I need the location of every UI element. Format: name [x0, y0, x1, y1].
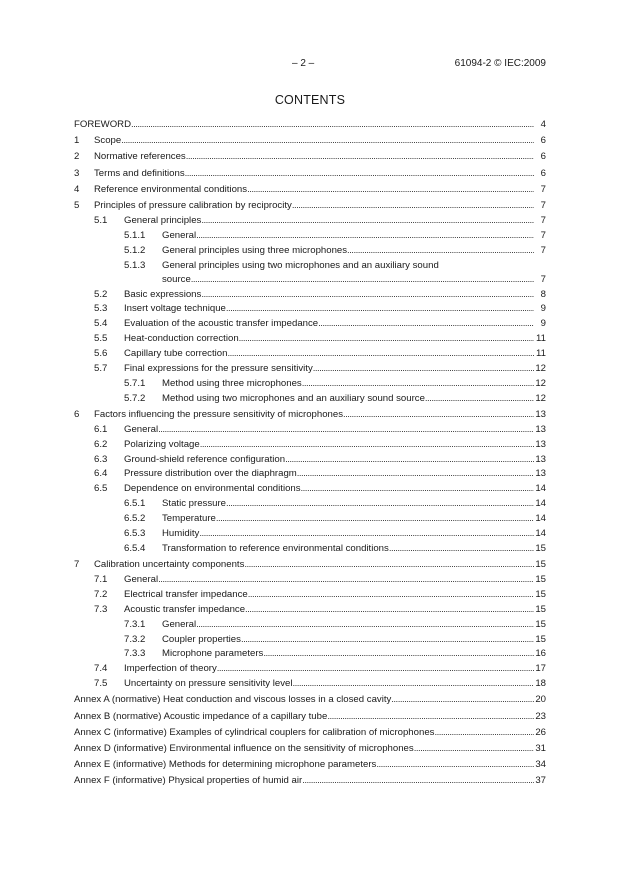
toc-entry-title: Scope: [94, 135, 122, 147]
toc-entry[interactable]: [74, 603, 546, 618]
toc-entry-title: Capillary tube correction: [124, 348, 228, 360]
dot-leader: [297, 467, 534, 482]
dot-leader: [292, 199, 534, 214]
toc-entry[interactable]: [74, 259, 546, 288]
toc-entry-number: 5: [74, 199, 80, 211]
toc-entry-number: 6.5.4: [124, 542, 146, 554]
toc-entry-number: 6.1: [94, 423, 108, 435]
toc-entry[interactable]: [74, 677, 546, 692]
toc-entry-title: Principles of pressure calibration by reciprocity: [94, 199, 292, 211]
toc-entry-page: 15: [535, 588, 546, 600]
dot-leader: [131, 118, 534, 133]
toc-entry-title: Reference environmental conditions: [94, 183, 248, 195]
toc-entry-page: 13: [535, 453, 546, 465]
dot-leader: [217, 662, 534, 677]
toc-entry-page: 14: [535, 483, 546, 495]
toc-entry-number: 7.3.3: [124, 648, 146, 660]
toc-entry-number: 6.5.3: [124, 528, 146, 540]
toc-entry-page: 37: [535, 775, 546, 787]
dot-leader: [200, 438, 534, 453]
toc-entry-number: 6.2: [94, 438, 108, 450]
dot-leader: [347, 244, 534, 259]
toc-entry-number: 2: [74, 151, 80, 163]
toc-entry-page: 15: [535, 542, 546, 554]
dot-leader: [185, 167, 534, 182]
toc-entry[interactable]: [74, 542, 546, 557]
toc-entry-page: 15: [535, 603, 546, 615]
toc-entry-title: Uncertainty on pressure sensitivity level: [124, 678, 293, 690]
toc-entry-title: Ground-shield reference configuration: [124, 453, 286, 465]
toc-entry-number: 4: [74, 183, 80, 195]
toc-entry-title: Method using two microphones and an auxiliary sound source: [162, 392, 425, 404]
toc-entry-page: 15: [535, 559, 546, 571]
toc-entry[interactable]: [74, 588, 546, 603]
page-number: – 2 –: [292, 58, 315, 69]
toc-entry-page: 6: [540, 167, 546, 179]
dot-leader: [227, 347, 534, 362]
toc-entry-page: 14: [535, 498, 546, 510]
dot-leader: [389, 542, 534, 557]
toc-entry[interactable]: [74, 199, 546, 214]
toc-entry[interactable]: [74, 288, 546, 303]
toc-entry-title: Acoustic transfer impedance: [124, 603, 246, 615]
toc-entry-number: 5.2: [94, 288, 108, 300]
toc-entry[interactable]: [74, 392, 546, 407]
toc-entry-title: Microphone parameters: [162, 648, 264, 660]
toc-entry-page: 15: [535, 633, 546, 645]
toc-entry-number: 5.1.1: [124, 229, 146, 241]
toc-entry-title: Temperature: [162, 513, 216, 525]
toc-entry-page: 12: [535, 377, 546, 389]
dot-leader: [244, 558, 534, 573]
dot-leader: [425, 392, 534, 407]
toc-entry-title: Annex A (normative) Heat conduction and viscous losses in a closed cavity: [74, 694, 392, 706]
dot-leader: [414, 742, 534, 757]
toc-entry-number: 7.1: [94, 574, 108, 586]
toc-entry-title: Electrical transfer impedance: [124, 588, 248, 600]
dot-leader: [191, 273, 534, 288]
toc-entry-page: 34: [535, 759, 546, 771]
toc-entry[interactable]: [74, 362, 546, 377]
toc-entry-title: Normative references: [94, 151, 186, 163]
dot-leader: [226, 302, 534, 317]
dot-leader: [199, 527, 534, 542]
toc-entry-page: 7: [540, 199, 546, 211]
dot-leader: [186, 150, 534, 165]
dot-leader: [327, 710, 534, 725]
table-of-contents: [74, 118, 546, 789]
toc-entry[interactable]: [74, 408, 546, 423]
toc-entry[interactable]: [74, 214, 546, 229]
toc-entry-title: Basic expressions: [124, 288, 202, 300]
toc-entry-title: Static pressure: [162, 498, 226, 510]
toc-entry-title: General: [124, 574, 159, 586]
toc-entry-title: Annex D (informative) Environmental influence on the sensitivity of microphones: [74, 743, 414, 754]
toc-entry-title: Pressure distribution over the diaphragm: [124, 468, 297, 480]
toc-entry-page: 11: [536, 348, 546, 360]
dot-leader: [201, 288, 534, 303]
toc-entry-title: Calibration uncertainty components: [94, 559, 245, 571]
toc-entry-page: 4: [540, 119, 546, 130]
toc-entry-title: General principles: [124, 214, 202, 226]
toc-entry[interactable]: [74, 347, 546, 362]
toc-entry-page: 6: [540, 135, 546, 147]
toc-entry-page: 14: [535, 528, 546, 540]
toc-entry-number: 1: [74, 135, 80, 147]
toc-entry-number: 6.3: [94, 453, 108, 465]
document-id: 61094-2 © IEC:2009: [454, 58, 546, 69]
toc-entry[interactable]: [74, 774, 546, 789]
toc-entry-number: 5.7.2: [124, 392, 146, 404]
toc-entry-page: 13: [535, 408, 546, 420]
toc-entry-title: Factors influencing the pressure sensitivity of microphones: [94, 408, 344, 420]
toc-entry-number: 7.3.2: [124, 633, 146, 645]
toc-entry-number: 6.5.1: [124, 498, 146, 510]
toc-entry-number: 7.3.1: [124, 618, 146, 630]
toc-entry[interactable]: [74, 167, 546, 182]
toc-entry[interactable]: [74, 662, 546, 677]
toc-entry-title: Insert voltage technique: [124, 303, 226, 315]
toc-entry-page: 12: [535, 392, 546, 404]
toc-entry[interactable]: [74, 633, 546, 648]
dot-leader: [239, 332, 534, 347]
dot-leader: [434, 726, 534, 741]
toc-entry-number: 5.1.2: [124, 244, 146, 256]
dot-leader: [158, 573, 534, 588]
toc-entry[interactable]: [74, 244, 546, 259]
toc-entry-page: 15: [535, 618, 546, 630]
toc-entry-number: 6: [74, 408, 80, 420]
toc-entry[interactable]: [74, 693, 546, 708]
toc-entry[interactable]: [74, 438, 546, 453]
toc-entry-title: Final expressions for the pressure sensitivity: [124, 362, 313, 374]
toc-entry-number: 6.5.2: [124, 513, 146, 525]
toc-entry-number: 7.3: [94, 603, 108, 615]
dot-leader: [302, 377, 534, 392]
toc-entry-page: 26: [535, 726, 546, 738]
toc-entry-title: Polarizing voltage: [124, 438, 200, 450]
toc-entry-page: 16: [535, 648, 546, 660]
toc-entry[interactable]: [74, 317, 546, 332]
toc-entry-number: 6.5: [94, 483, 108, 495]
toc-entry-title: Annex C (informative) Examples of cylindrical couplers for calibration of microphones: [74, 726, 435, 738]
toc-entry-number: 7.2: [94, 588, 108, 600]
toc-entry-page: 20: [535, 694, 546, 706]
toc-entry[interactable]: [74, 332, 546, 347]
contents-title: CONTENTS: [274, 93, 346, 107]
toc-entry-page: 15: [535, 574, 546, 586]
toc-entry-page: 6: [540, 151, 546, 163]
toc-entry-title: Evaluation of the acoustic transfer impedance: [124, 318, 319, 330]
toc-entry-page: 12: [535, 362, 546, 374]
toc-entry-title: Dependence on environmental conditions: [124, 483, 301, 495]
toc-entry[interactable]: [74, 482, 546, 497]
toc-entry[interactable]: [74, 497, 546, 512]
toc-entry-page: 7: [540, 244, 546, 256]
toc-entry-page: 7: [540, 214, 546, 226]
toc-entry-number: 5.4: [94, 318, 108, 330]
toc-entry-number: 6.4: [94, 468, 108, 480]
page-header: [0, 58, 620, 74]
toc-entry-title: Annex F (informative) Physical properties of humid air: [74, 775, 303, 787]
toc-entry-page: 14: [535, 513, 546, 525]
toc-entry-page: 13: [535, 423, 546, 435]
toc-entry[interactable]: [74, 467, 546, 482]
toc-entry[interactable]: [74, 558, 546, 573]
toc-entry-title: General principles using two microphones and an auxiliary sound: [162, 259, 439, 271]
dot-leader: [263, 647, 534, 662]
toc-entry-number: 5.5: [94, 333, 108, 345]
toc-entry-page: 17: [535, 663, 546, 675]
dot-leader: [226, 497, 534, 512]
toc-entry-page: 9: [540, 303, 546, 315]
toc-entry-title: Coupler properties: [162, 633, 241, 645]
toc-entry[interactable]: [74, 527, 546, 542]
toc-entry[interactable]: [74, 512, 546, 527]
toc-entry-number: 5.1: [94, 214, 108, 226]
toc-entry-page: 7: [540, 183, 546, 195]
toc-entry-title: General: [162, 229, 197, 241]
dot-leader: [196, 229, 534, 244]
dot-leader: [248, 588, 534, 603]
toc-entry-number: 5.7.1: [124, 377, 146, 389]
toc-entry-page: 7: [540, 229, 546, 241]
dot-leader: [121, 134, 534, 149]
toc-entry-title: Annex B (normative) Acoustic impedance of a capillary tube: [74, 710, 328, 722]
dot-leader: [313, 362, 534, 377]
dot-leader: [302, 774, 534, 789]
dot-leader: [247, 183, 534, 198]
toc-entry-title: Humidity: [162, 528, 200, 540]
toc-entry-title: General: [124, 423, 159, 435]
dot-leader: [343, 408, 534, 423]
toc-entry-title: Heat-conduction correction: [124, 333, 239, 345]
toc-entry-title: General principles using three microphones: [162, 244, 348, 256]
toc-entry-title: Terms and definitions: [94, 167, 185, 179]
dot-leader: [285, 453, 534, 468]
toc-entry-page: 18: [535, 678, 546, 690]
toc-entry-page: 31: [535, 743, 546, 754]
dot-leader: [245, 603, 534, 618]
dot-leader: [241, 633, 534, 648]
dot-leader: [158, 423, 534, 438]
dot-leader: [216, 512, 534, 527]
toc-entry-number: 5.6: [94, 348, 108, 360]
toc-entry-page: 13: [535, 438, 546, 450]
toc-entry[interactable]: [74, 742, 546, 757]
dot-leader: [196, 618, 534, 633]
toc-entry[interactable]: [74, 710, 546, 725]
toc-entry-page: 11: [536, 333, 546, 345]
dot-leader: [293, 677, 535, 692]
toc-entry[interactable]: [74, 118, 546, 133]
toc-entry[interactable]: [74, 758, 546, 773]
dot-leader: [201, 214, 534, 229]
toc-entry-number: 5.1.3: [124, 259, 146, 271]
toc-entry-number: 5.3: [94, 303, 108, 315]
toc-entry-title: Method using three microphones: [162, 377, 302, 389]
toc-entry-title: Imperfection of theory: [124, 663, 217, 675]
toc-entry[interactable]: [74, 229, 546, 244]
toc-entry[interactable]: [74, 618, 546, 633]
toc-entry-page: 23: [535, 710, 546, 722]
toc-entry[interactable]: [74, 726, 546, 741]
toc-entry-number: 7: [74, 559, 80, 571]
toc-entry[interactable]: [74, 647, 546, 662]
toc-entry-page: 9: [540, 318, 546, 330]
toc-entry-number: 3: [74, 167, 80, 179]
toc-entry-page: 8: [540, 288, 546, 300]
toc-entry[interactable]: [74, 302, 546, 317]
toc-entry[interactable]: [74, 453, 546, 468]
dot-leader: [391, 693, 534, 708]
toc-entry-title: General: [162, 618, 197, 630]
dot-leader: [301, 482, 534, 497]
toc-entry[interactable]: [74, 134, 546, 149]
dot-leader: [376, 758, 534, 773]
toc-entry[interactable]: [74, 423, 546, 438]
toc-entry-page: 13: [535, 468, 546, 480]
toc-entry[interactable]: [74, 377, 546, 392]
toc-entry[interactable]: [74, 183, 546, 198]
toc-entry[interactable]: [74, 150, 546, 165]
toc-entry-title-continued: source: [162, 274, 191, 285]
dot-leader: [318, 317, 534, 332]
toc-entry-title: Annex E (informative) Methods for determining microphone parameters: [74, 759, 377, 771]
toc-entry-number: 5.7: [94, 362, 108, 374]
toc-entry-number: 7.5: [94, 678, 108, 690]
toc-entry-title: FOREWORD: [74, 119, 132, 130]
toc-entry[interactable]: [74, 573, 546, 588]
toc-entry-page: 7: [540, 274, 546, 285]
toc-entry-number: 7.4: [94, 663, 108, 675]
toc-entry-title: Transformation to reference environmental conditions: [162, 542, 389, 554]
